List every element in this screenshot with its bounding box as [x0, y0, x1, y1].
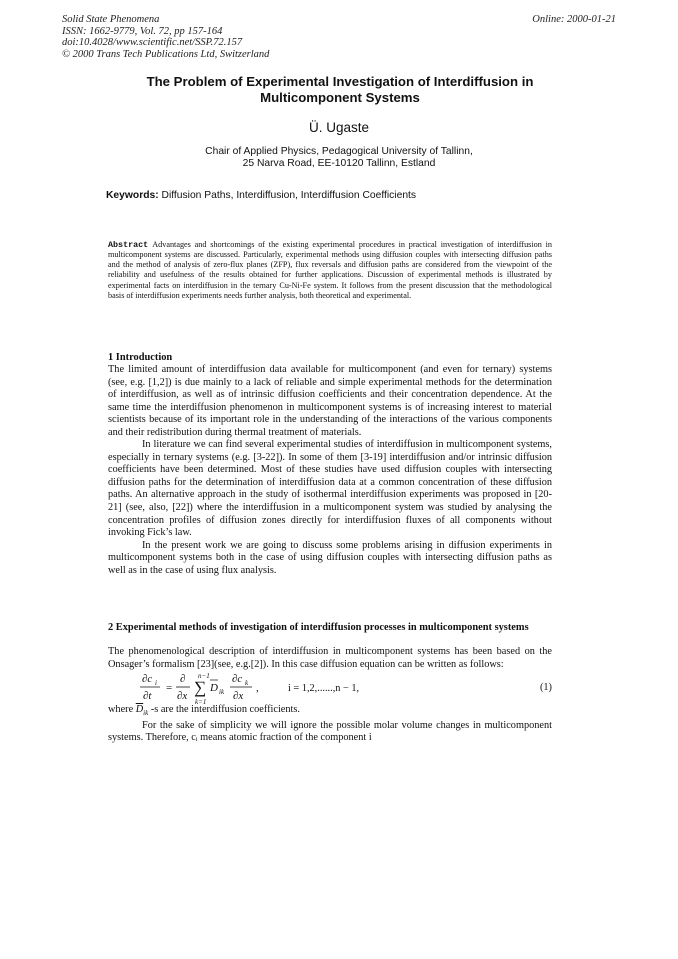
section-1-body	[108, 364, 552, 577]
svg-text:D: D	[210, 682, 218, 694]
abstract-label: Abstract	[108, 240, 149, 250]
section-2-paragraph-2: For the sake of simplicity we will ignore the possible molar volume changes in multicomponent systems. Therefore, cᵢ means atomic fraction of the component i	[108, 719, 552, 744]
keywords-text: Diffusion Paths, Interdiffusion, Interdiffusion Coefficients	[161, 190, 417, 201]
title-line-2: Multicomponent Systems	[260, 90, 420, 105]
where-prefix: where	[108, 704, 134, 715]
copyright-line: © 2000 Trans Tech Publications Ltd, Switzerland	[62, 48, 270, 60]
title-line-1: The Problem of Experimental Investigation of Interdiffusion in	[146, 74, 534, 89]
affiliation-line-1: Chair of Applied Physics, Pedagogical University of Tallinn,	[205, 146, 473, 157]
section-1-heading: 1 Introduction	[108, 352, 173, 363]
journal-header	[62, 14, 422, 60]
svg-text:∂t: ∂t	[143, 690, 152, 702]
diffusion-equation	[140, 671, 552, 705]
journal-name: Solid State Phenomena	[62, 14, 160, 25]
svg-text:∂: ∂	[180, 673, 186, 685]
svg-text:n−1: n−1	[198, 672, 210, 680]
svg-text:i: i	[155, 679, 157, 687]
svg-text:∂c: ∂c	[142, 673, 153, 685]
symbol-subscript: ik	[143, 709, 149, 718]
affiliation	[0, 146, 678, 170]
section-2-heading: 2 Experimental methods of investigation of interdiffusion processes in multicomponent systems	[108, 622, 529, 633]
where-line	[108, 704, 552, 720]
issn-line: ISSN: 1662-9779, Vol. 72, pp 157-164	[62, 25, 223, 37]
equation-number: (1)	[539, 682, 552, 693]
svg-text:∂x: ∂x	[233, 690, 244, 702]
equation-index-range: i = 1,2,......,n − 1,	[288, 683, 360, 694]
paper-title	[90, 74, 590, 106]
section-1-paragraph-3: In the present work we are going to discuss some problems arising in diffusion experiments in multicomponent systems both in the case of using diffusion couples with intersecting diffusion paths as well as in the case of using flux analysis.	[108, 539, 552, 576]
doi-line[interactable]: doi:10.4028/www.scientific.net/SSP.72.157	[62, 37, 243, 48]
online-date: Online: 2000-01-21	[532, 14, 616, 25]
section-1-paragraph-2: In literature we can find several experimental studies of interdiffusion in multicomponent systems, especially in ternary systems (e.g. [3-22]). In some of them [3-19] interdiffusion and/or intrinsic diffusion coefficients have been determined. Most of these studies have used diffusion couples with intersecting diffusion paths for the determination of interdiffusion data at a common concentration of these diffusion paths. An alternative approach in the study of isothermal interdiffusion experiments was proposed in [20-21] (see, also, [22]) where the interdiffusion in a multicomponent system was studied by analysing the concentration profiles of diffusion zones directly for interdiffusion fluxes of all components without invoking Fick’s law.	[108, 439, 552, 539]
section-2-paragraph-1: The phenomenological description of interdiffusion in multicomponent systems has been based on the Onsager’s formalism [23](see, e.g.[2]). In this case diffusion equation can be written as follows:	[108, 646, 552, 670]
abstract	[108, 240, 552, 301]
affiliation-line-2: 25 Narva Road, EE-10120 Tallinn, Estland	[242, 158, 436, 169]
interdiffusion-coefficient-symbol: $\overline{D}$	[135, 704, 144, 715]
keywords	[106, 190, 576, 201]
svg-text:k=1: k=1	[195, 698, 207, 706]
svg-text:k: k	[245, 679, 249, 687]
svg-text:ik: ik	[219, 688, 225, 696]
keywords-label: Keywords:	[106, 190, 159, 201]
where-suffix: -s are the interdiffusion coefficients.	[150, 704, 300, 715]
svg-text:∂c: ∂c	[232, 673, 243, 685]
section-1-paragraph-1: The limited amount of interdiffusion data available for multicomponent (and even for ternary) systems (see, e.g. [1,2]) is due mainly to a lack of reliable and simple experimental methods for the determination of interdiffusion, as well as of intrinsic diffusion coefficients and their concentration dependence. At the same time the interdiffusion phenomenon in multicomponent systems is of increasing interest to material scientists because of its important role in the understanding of the interactions of the various components and their redistribution during thermal treatment of materials.	[108, 364, 552, 438]
svg-text:=: =	[166, 682, 173, 694]
svg-text:∑: ∑	[194, 678, 207, 697]
svg-text:∂x: ∂x	[177, 690, 188, 702]
author-name: Ü. Ugaste	[308, 120, 370, 135]
svg-text:,: ,	[256, 682, 259, 694]
abstract-text: Advantages and shortcomings of the existing experimental procedures in practical investigation of interdiffusion in multicomponent systems are discussed. Particularly, experimental methods using diffusion couples with intersecting diffusion paths and the method of analysis of zero-flux planes (ZFP), flux reversals and diffusion paths are considered from the viewpoint of the reliability and usefulness of the results obtained for further applications. Discussion of experimental methods is illustrated by experimental facts on interdiffusion in the ternary Cu-Ni-Fe system. It follows from the present discussion that the methodological basis of interdiffusion experiments needs further analysis, both theoretical and experimental.	[108, 240, 552, 300]
section-2-continuation	[108, 704, 552, 745]
